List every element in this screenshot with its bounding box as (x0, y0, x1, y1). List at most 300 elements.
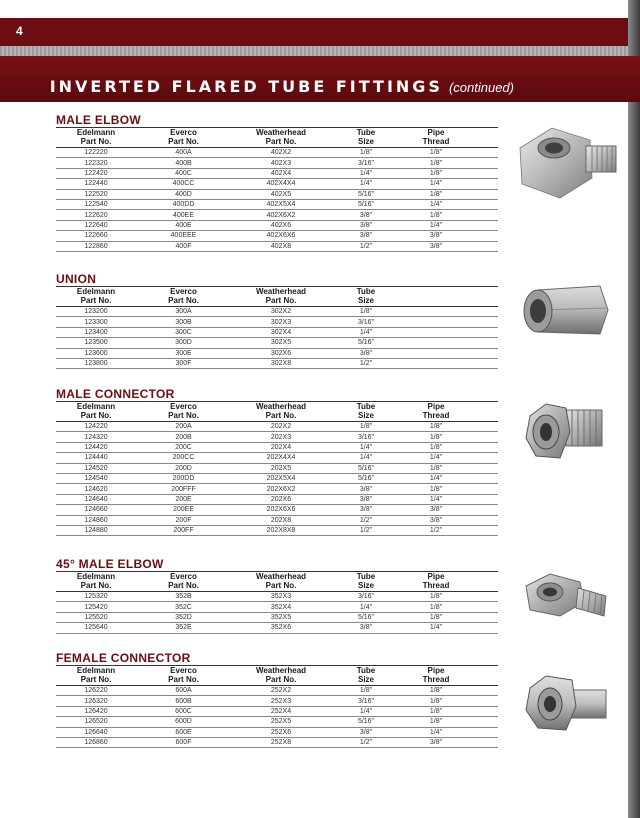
tube-size-cell: 3/8" (331, 727, 401, 737)
weatherhead-part-cell: 402X5 (231, 189, 331, 199)
page-title (50, 77, 514, 96)
edelmann-part-cell: 126860 (56, 737, 136, 747)
everco-part-cell: 400EEE (136, 231, 231, 241)
table-row (56, 148, 498, 158)
pipe-thread-cell: 1/4" (401, 623, 471, 633)
parts-table (56, 572, 498, 634)
col-spacer (471, 128, 498, 148)
weatherhead-part-cell: 202X6 (231, 494, 331, 504)
edelmann-part-cell: 125520 (56, 612, 136, 622)
col-edelmann: Edelmann Part No. (56, 287, 136, 307)
pipe-thread-cell: 1/4" (401, 453, 471, 463)
section-45-male-elbow (56, 558, 498, 634)
everco-part-cell: 200E (136, 494, 231, 504)
tube-size-cell: 3/8" (331, 505, 401, 515)
parts-table (56, 402, 498, 536)
pipe-thread-cell: 1/4" (401, 179, 471, 189)
table-header-row (56, 287, 498, 307)
spacer-cell (471, 422, 498, 432)
spacer-cell (471, 602, 498, 612)
spacer-cell (471, 189, 498, 199)
weatherhead-part-cell: 202X5 (231, 463, 331, 473)
col-tube-size: Tube Size (331, 666, 401, 686)
weatherhead-part-cell: 302X4 (231, 327, 331, 337)
tube-size-cell: 3/16" (331, 432, 401, 442)
weatherhead-part-cell: 202X6X6 (231, 505, 331, 515)
table-row (56, 592, 498, 602)
tube-size-cell: 3/8" (331, 231, 401, 241)
col-edelmann: Edelmann Part No. (56, 572, 136, 592)
table-row (56, 241, 498, 251)
everco-part-cell: 400C (136, 168, 231, 178)
weatherhead-part-cell: 202X5X4 (231, 473, 331, 483)
spacer-cell (471, 494, 498, 504)
weatherhead-part-cell: 402X3 (231, 158, 331, 168)
everco-part-cell: 352B (136, 592, 231, 602)
table-row (56, 442, 498, 452)
everco-part-cell: 400E (136, 220, 231, 230)
edelmann-part-cell: 122640 (56, 220, 136, 230)
pipe-thread-cell: 1/8" (401, 717, 471, 727)
table-row (56, 189, 498, 199)
edelmann-part-cell: 123300 (56, 317, 136, 327)
everco-part-cell: 600A (136, 686, 231, 696)
spacer-cell (471, 442, 498, 452)
everco-part-cell: 400B (136, 158, 231, 168)
pipe-thread-cell: 1/8" (401, 168, 471, 178)
weatherhead-part-cell: 402X4X4 (231, 179, 331, 189)
pipe-thread-cell: 1/8" (401, 696, 471, 706)
tube-size-cell: 5/16" (331, 612, 401, 622)
edelmann-part-cell: 124860 (56, 515, 136, 525)
weatherhead-part-cell: 402X4 (231, 168, 331, 178)
table-row (56, 348, 498, 358)
col-tube-size: Tube Size (331, 572, 401, 592)
spacer-cell (471, 168, 498, 178)
edelmann-part-cell: 122660 (56, 231, 136, 241)
weatherhead-part-cell: 202X4X4 (231, 453, 331, 463)
tube-size-cell: 1/2" (331, 737, 401, 747)
page-number: 4 (16, 24, 23, 38)
tube-size-cell: 5/16" (331, 199, 401, 209)
tube-size-cell: 3/16" (331, 158, 401, 168)
table-row (56, 179, 498, 189)
everco-part-cell: 400EE (136, 210, 231, 220)
col-edelmann: Edelmann Part No. (56, 402, 136, 422)
spacer-cell (471, 210, 498, 220)
tube-size-cell: 3/8" (331, 210, 401, 220)
weatherhead-part-cell: 252X3 (231, 696, 331, 706)
spacer-cell (471, 338, 498, 348)
table-body (56, 686, 498, 748)
table-row (56, 737, 498, 747)
col-tube-size: Tube Size (331, 128, 401, 148)
col-everco: Everco Part No. (136, 666, 231, 686)
spacer-cell (471, 515, 498, 525)
spacer-cell (471, 348, 498, 358)
top-header-bar (0, 18, 628, 46)
edelmann-part-cell: 126220 (56, 686, 136, 696)
everco-part-cell: 200CC (136, 453, 231, 463)
edelmann-part-cell: 126420 (56, 706, 136, 716)
parts-table (56, 128, 498, 252)
pipe-thread-cell: 1/8" (401, 210, 471, 220)
weatherhead-part-cell: 252X8 (231, 737, 331, 747)
everco-part-cell: 600E (136, 727, 231, 737)
weatherhead-part-cell: 302X8 (231, 358, 331, 368)
weatherhead-part-cell: 202X2 (231, 422, 331, 432)
parts-table (56, 666, 498, 748)
col-everco: Everco Part No. (136, 128, 231, 148)
male-connector-fitting-photo (520, 398, 608, 466)
edelmann-part-cell: 122620 (56, 210, 136, 220)
edelmann-part-cell: 124220 (56, 422, 136, 432)
spacer-cell (471, 717, 498, 727)
weatherhead-part-cell: 302X5 (231, 338, 331, 348)
table-body (56, 148, 498, 252)
edelmann-part-cell: 123400 (56, 327, 136, 337)
spacer-cell (471, 453, 498, 463)
spacer-cell (471, 463, 498, 473)
col-edelmann: Edelmann Part No. (56, 666, 136, 686)
weatherhead-part-cell: 402X5X4 (231, 199, 331, 209)
pipe-thread-cell: 1/8" (401, 148, 471, 158)
pipe-thread-cell: 3/8" (401, 231, 471, 241)
table-row (56, 453, 498, 463)
table-body (56, 307, 498, 369)
weatherhead-part-cell: 202X8X8 (231, 525, 331, 535)
page-title-text: INVERTED FLARED TUBE FITTINGS (49, 77, 443, 96)
tube-size-cell: 1/4" (331, 179, 401, 189)
col-pipe-thread: Pipe Thread (401, 572, 471, 592)
weatherhead-part-cell: 402X6X6 (231, 231, 331, 241)
section-title: MALE ELBOW (56, 114, 498, 128)
table-row (56, 231, 498, 241)
edelmann-part-cell: 122440 (56, 179, 136, 189)
edelmann-part-cell: 124320 (56, 432, 136, 442)
table-row (56, 168, 498, 178)
edelmann-part-cell: 122520 (56, 189, 136, 199)
table-row (56, 602, 498, 612)
weatherhead-part-cell: 352X4 (231, 602, 331, 612)
everco-part-cell: 600F (136, 737, 231, 747)
table-header-row (56, 572, 498, 592)
table-row (56, 422, 498, 432)
edelmann-part-cell: 123500 (56, 338, 136, 348)
pipe-thread-cell: 1/8" (401, 463, 471, 473)
pipe-thread-cell: 1/4" (401, 727, 471, 737)
pipe-thread-cell: 1/8" (401, 189, 471, 199)
edelmann-part-cell: 124640 (56, 494, 136, 504)
table-row (56, 727, 498, 737)
tube-size-cell: 1/2" (331, 241, 401, 251)
table-row (56, 158, 498, 168)
col-weatherhead: Weatherhead Part No. (231, 128, 331, 148)
weatherhead-part-cell: 302X2 (231, 307, 331, 317)
spacer-cell (471, 737, 498, 747)
table-row (56, 494, 498, 504)
table-row (56, 686, 498, 696)
spacer-cell (471, 525, 498, 535)
table-row (56, 317, 498, 327)
col-everco: Everco Part No. (136, 287, 231, 307)
union-fitting-photo (514, 280, 612, 340)
everco-part-cell: 300B (136, 317, 231, 327)
pipe-thread-cell: 1/8" (401, 602, 471, 612)
tube-size-cell: 1/2" (331, 358, 401, 368)
table-row (56, 220, 498, 230)
everco-part-cell: 600D (136, 717, 231, 727)
edelmann-part-cell: 122540 (56, 199, 136, 209)
everco-part-cell: 300F (136, 358, 231, 368)
spacer-cell (471, 686, 498, 696)
tube-size-cell: 1/8" (331, 686, 401, 696)
spacer-cell (471, 432, 498, 442)
table-row (56, 515, 498, 525)
pipe-thread-cell: 3/8" (401, 515, 471, 525)
weatherhead-part-cell: 352X3 (231, 592, 331, 602)
col-empty (401, 287, 471, 307)
tube-size-cell: 1/8" (331, 422, 401, 432)
col-weatherhead: Weatherhead Part No. (231, 572, 331, 592)
section-male-elbow (56, 114, 498, 252)
weatherhead-part-cell: 202X4 (231, 442, 331, 452)
tube-size-cell: 3/8" (331, 348, 401, 358)
weatherhead-part-cell: 252X5 (231, 717, 331, 727)
spacer-cell (471, 317, 498, 327)
table-body (56, 422, 498, 536)
tube-size-cell: 1/8" (331, 148, 401, 158)
male-elbow-fitting-photo (512, 118, 622, 206)
pipe-thread-cell: 1/4" (401, 199, 471, 209)
col-spacer (471, 572, 498, 592)
col-pipe-thread: Pipe Thread (401, 128, 471, 148)
spacer-cell (471, 179, 498, 189)
everco-part-cell: 300E (136, 348, 231, 358)
everco-part-cell: 300A (136, 307, 231, 317)
everco-part-cell: 600B (136, 696, 231, 706)
spacer-cell (471, 327, 498, 337)
col-weatherhead: Weatherhead Part No. (231, 287, 331, 307)
table-row (56, 473, 498, 483)
weatherhead-part-cell: 202X6X2 (231, 484, 331, 494)
tube-size-cell: 3/16" (331, 696, 401, 706)
edelmann-part-cell: 125420 (56, 602, 136, 612)
tube-size-cell: 3/8" (331, 494, 401, 504)
weatherhead-part-cell: 252X6 (231, 727, 331, 737)
section-female-connector (56, 652, 498, 748)
tube-size-cell: 1/4" (331, 706, 401, 716)
everco-part-cell: 352D (136, 612, 231, 622)
section-title: UNION (56, 273, 498, 287)
edelmann-part-cell: 123200 (56, 307, 136, 317)
tube-size-cell: 1/2" (331, 525, 401, 535)
table-row (56, 463, 498, 473)
col-tube-size: Tube Size (331, 402, 401, 422)
spacer-cell (471, 727, 498, 737)
table-row (56, 696, 498, 706)
edelmann-part-cell: 124660 (56, 505, 136, 515)
empty-cell (401, 358, 471, 368)
weatherhead-part-cell: 402X2 (231, 148, 331, 158)
col-everco: Everco Part No. (136, 572, 231, 592)
table-row (56, 307, 498, 317)
spacer-cell (471, 612, 498, 622)
pipe-thread-cell: 1/8" (401, 612, 471, 622)
col-tube-size: Tube Size (331, 287, 401, 307)
spacer-cell (471, 484, 498, 494)
everco-part-cell: 352E (136, 623, 231, 633)
weatherhead-part-cell: 302X3 (231, 317, 331, 327)
tube-size-cell: 1/4" (331, 168, 401, 178)
table-row (56, 210, 498, 220)
table-body (56, 592, 498, 634)
everco-part-cell: 352C (136, 602, 231, 612)
table-row (56, 612, 498, 622)
pipe-thread-cell: 1/8" (401, 422, 471, 432)
empty-cell (401, 338, 471, 348)
tube-size-cell: 1/8" (331, 307, 401, 317)
col-everco: Everco Part No. (136, 402, 231, 422)
tube-size-cell: 5/16" (331, 717, 401, 727)
edelmann-part-cell: 122320 (56, 158, 136, 168)
edelmann-part-cell: 124420 (56, 442, 136, 452)
tube-size-cell: 1/4" (331, 602, 401, 612)
pipe-thread-cell: 3/8" (401, 737, 471, 747)
pipe-thread-cell: 3/8" (401, 241, 471, 251)
female-connector-fitting-photo (522, 670, 614, 736)
everco-part-cell: 200EE (136, 505, 231, 515)
everco-part-cell: 400F (136, 241, 231, 251)
everco-part-cell: 400CC (136, 179, 231, 189)
45-male-elbow-fitting-photo (520, 566, 616, 622)
spacer-cell (471, 696, 498, 706)
col-pipe-thread: Pipe Thread (401, 402, 471, 422)
tube-size-cell: 3/8" (331, 220, 401, 230)
everco-part-cell: 200FFF (136, 484, 231, 494)
tube-size-cell: 3/16" (331, 317, 401, 327)
edelmann-part-cell: 123800 (56, 358, 136, 368)
weatherhead-part-cell: 252X2 (231, 686, 331, 696)
tube-size-cell: 3/8" (331, 623, 401, 633)
page-title-suffix: (continued) (448, 80, 514, 95)
everco-part-cell: 200DD (136, 473, 231, 483)
weatherhead-part-cell: 352X6 (231, 623, 331, 633)
edelmann-part-cell: 125320 (56, 592, 136, 602)
everco-part-cell: 200C (136, 442, 231, 452)
spacer-cell (471, 358, 498, 368)
edelmann-part-cell: 126320 (56, 696, 136, 706)
section-title: 45° MALE ELBOW (56, 558, 498, 572)
edelmann-part-cell: 126640 (56, 727, 136, 737)
weatherhead-part-cell: 402X6 (231, 220, 331, 230)
pipe-thread-cell: 1/8" (401, 484, 471, 494)
gray-texture-band (0, 46, 628, 56)
section-title: FEMALE CONNECTOR (56, 652, 498, 666)
weatherhead-part-cell: 252X4 (231, 706, 331, 716)
spacer-cell (471, 220, 498, 230)
spacer-cell (471, 623, 498, 633)
section-union (56, 273, 498, 369)
table-row (56, 358, 498, 368)
edelmann-part-cell: 124520 (56, 463, 136, 473)
tube-size-cell: 5/16" (331, 338, 401, 348)
table-row (56, 484, 498, 494)
pipe-thread-cell: 1/8" (401, 686, 471, 696)
edelmann-part-cell: 124620 (56, 484, 136, 494)
col-spacer (471, 287, 498, 307)
parts-table (56, 287, 498, 369)
spacer-cell (471, 473, 498, 483)
everco-part-cell: 200F (136, 515, 231, 525)
pipe-thread-cell: 1/4" (401, 473, 471, 483)
tube-size-cell: 3/16" (331, 592, 401, 602)
weatherhead-part-cell: 302X6 (231, 348, 331, 358)
table-row (56, 525, 498, 535)
pipe-thread-cell: 1/8" (401, 706, 471, 716)
edelmann-part-cell: 122860 (56, 241, 136, 251)
pipe-thread-cell: 1/2" (401, 525, 471, 535)
tube-size-cell: 3/8" (331, 484, 401, 494)
weatherhead-part-cell: 352X5 (231, 612, 331, 622)
empty-cell (401, 348, 471, 358)
col-weatherhead: Weatherhead Part No. (231, 666, 331, 686)
spacer-cell (471, 505, 498, 515)
table-header-row (56, 666, 498, 686)
table-row (56, 717, 498, 727)
edelmann-part-cell: 123600 (56, 348, 136, 358)
spacer-cell (471, 592, 498, 602)
pipe-thread-cell: 1/8" (401, 592, 471, 602)
table-row (56, 338, 498, 348)
tube-size-cell: 1/4" (331, 453, 401, 463)
empty-cell (401, 327, 471, 337)
edelmann-part-cell: 124540 (56, 473, 136, 483)
everco-part-cell: 400D (136, 189, 231, 199)
page-edge-shadow (628, 0, 640, 818)
table-header-row (56, 402, 498, 422)
spacer-cell (471, 148, 498, 158)
everco-part-cell: 400A (136, 148, 231, 158)
table-row (56, 432, 498, 442)
col-spacer (471, 666, 498, 686)
pipe-thread-cell: 1/4" (401, 220, 471, 230)
table-row (56, 505, 498, 515)
everco-part-cell: 300C (136, 327, 231, 337)
spacer-cell (471, 706, 498, 716)
pipe-thread-cell: 1/4" (401, 494, 471, 504)
edelmann-part-cell: 124880 (56, 525, 136, 535)
everco-part-cell: 200FF (136, 525, 231, 535)
everco-part-cell: 200B (136, 432, 231, 442)
table-row (56, 327, 498, 337)
tube-size-cell: 1/4" (331, 442, 401, 452)
col-weatherhead: Weatherhead Part No. (231, 402, 331, 422)
pipe-thread-cell: 3/8" (401, 505, 471, 515)
edelmann-part-cell: 125640 (56, 623, 136, 633)
pipe-thread-cell: 1/8" (401, 158, 471, 168)
edelmann-part-cell: 126520 (56, 717, 136, 727)
weatherhead-part-cell: 202X8 (231, 515, 331, 525)
tube-size-cell: 5/16" (331, 189, 401, 199)
col-spacer (471, 402, 498, 422)
pipe-thread-cell: 1/8" (401, 442, 471, 452)
everco-part-cell: 400DD (136, 199, 231, 209)
spacer-cell (471, 241, 498, 251)
pipe-thread-cell: 1/8" (401, 432, 471, 442)
tube-size-cell: 1/4" (331, 327, 401, 337)
spacer-cell (471, 199, 498, 209)
